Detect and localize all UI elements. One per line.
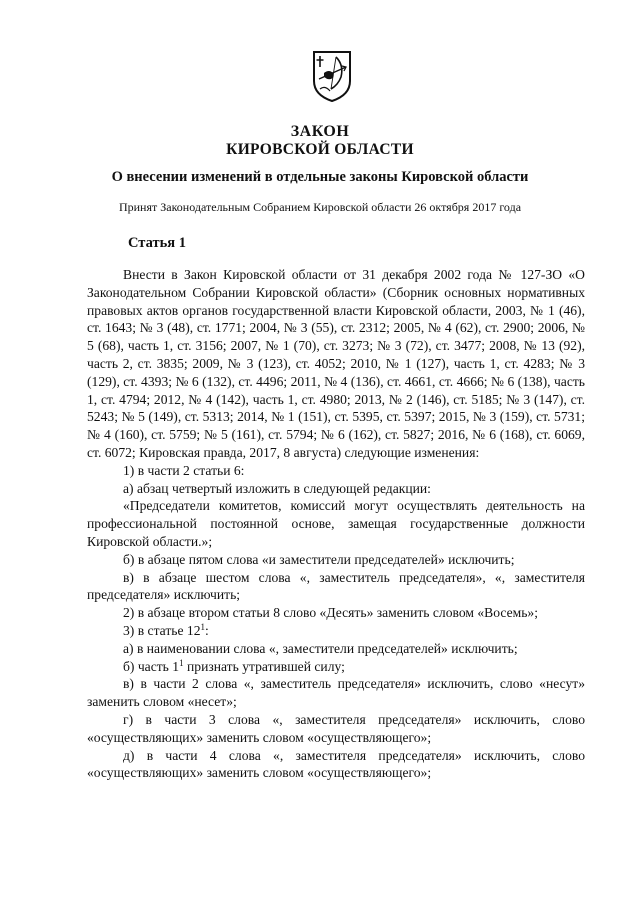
article-heading: Статья 1 — [128, 235, 186, 251]
item-2: 2) в абзаце втором статьи 8 слово «Десять» заменить словом «Восемь»; — [123, 605, 538, 621]
item-3-text: 3) в статье 12 — [123, 622, 201, 638]
item-1: 1) в части 2 статьи 6: — [123, 462, 245, 478]
item-1c: в) в абзаце шестом слова «, заместитель председателя», «, заместителя председателя» исключить; — [87, 569, 585, 603]
coat-of-arms-icon — [311, 49, 353, 103]
item-3b-text: б) часть 1 — [123, 658, 180, 674]
article-body — [87, 258, 585, 782]
item-1b: б) в абзаце пятом слова «и заместители председателей» исключить; — [123, 551, 515, 567]
item-3a: а) в наименовании слова «, заместители председателей» исключить; — [123, 640, 518, 656]
law-subject: О внесении изменений в отдельные законы Кировской области — [111, 169, 529, 185]
intro-paragraph: Внести в Закон Кировской области от 31 декабря 2002 года № 127-ЗО «О Законодательном Собрании Кировской области» (Сборник основных нормативных правовых актов органов государственной власти Кировской области, 2003, № 1 (46), ст. 1643; № 3 (48), ст. 1771; 2004, № 3 (55), ст. 2312; 2005, № 4 (62), ст. 2900; 2006, № 5 (68), часть 1, ст. 3156; 2007, № 1 (70), ст. 3273; № 3 (72), ст. 3477; 2008, № 13 (92), часть 2, ст. 3835; 2009, № 3 (123), ст. 4052; 2010, № 1 (127), часть 1, ст. 4283; № 3 (129), ст. 4393; № 6 (132), ст. 4496; 2011, № 4 (136), ст. 4661, ст. 4666; № 6 (138), часть 1, ст. 4794; 2012, № 4 (142), часть 1, ст. 4980; 2013, № 2 (146), ст. 5185; № 3 (147), ст. 5243; № 5 (149), ст. 5313; 2014, № 1 (151), ст. 5395, ст. 5397; 2015, № 3 (159), ст. 5731; № 4 (160), ст. 5759; № 5 (161), ст. 5794; № 6 (162), ст. 5827; 2016, № 6 (168), ст. 6069, ст. 6072; Кировская правда, 2017, 8 августа) следующие изменения: — [87, 267, 585, 460]
item-1-quote: «Председатели комитетов, комиссий могут осуществлять деятельность на профессиональной постоянной основе, замещая государственные должности Кировской области.»; — [87, 498, 585, 549]
adoption-note: Принят Законодательным Собранием Кировской области 26 октября 2017 года — [118, 200, 522, 214]
document-title: ЗАКОН — [290, 123, 350, 140]
document-region: КИРОВСКОЙ ОБЛАСТИ — [226, 141, 414, 158]
item-3b — [87, 658, 585, 676]
item-3c: в) в части 2 слова «, заместитель председателя» исключить, слово «несут» заменить словом «несет»; — [87, 676, 585, 710]
item-3b-suffix: признать утратившей силу; — [183, 658, 345, 674]
item-3 — [87, 622, 585, 640]
item-3-superscript: 1 — [200, 621, 206, 632]
item-3d: д) в части 4 слова «, заместителя председателя» исключить, слово «осуществляющих» заменить словом «осуществляющего»; — [87, 747, 585, 781]
item-3g: г) в части 3 слова «, заместителя председателя» исключить, слово «осуществляющих» заменить словом «осуществляющего»; — [87, 711, 585, 745]
item-3b-superscript: 1 — [179, 657, 184, 668]
item-1a: а) абзац четвертый изложить в следующей редакции: — [123, 480, 431, 496]
item-3-suffix: : — [205, 622, 209, 638]
